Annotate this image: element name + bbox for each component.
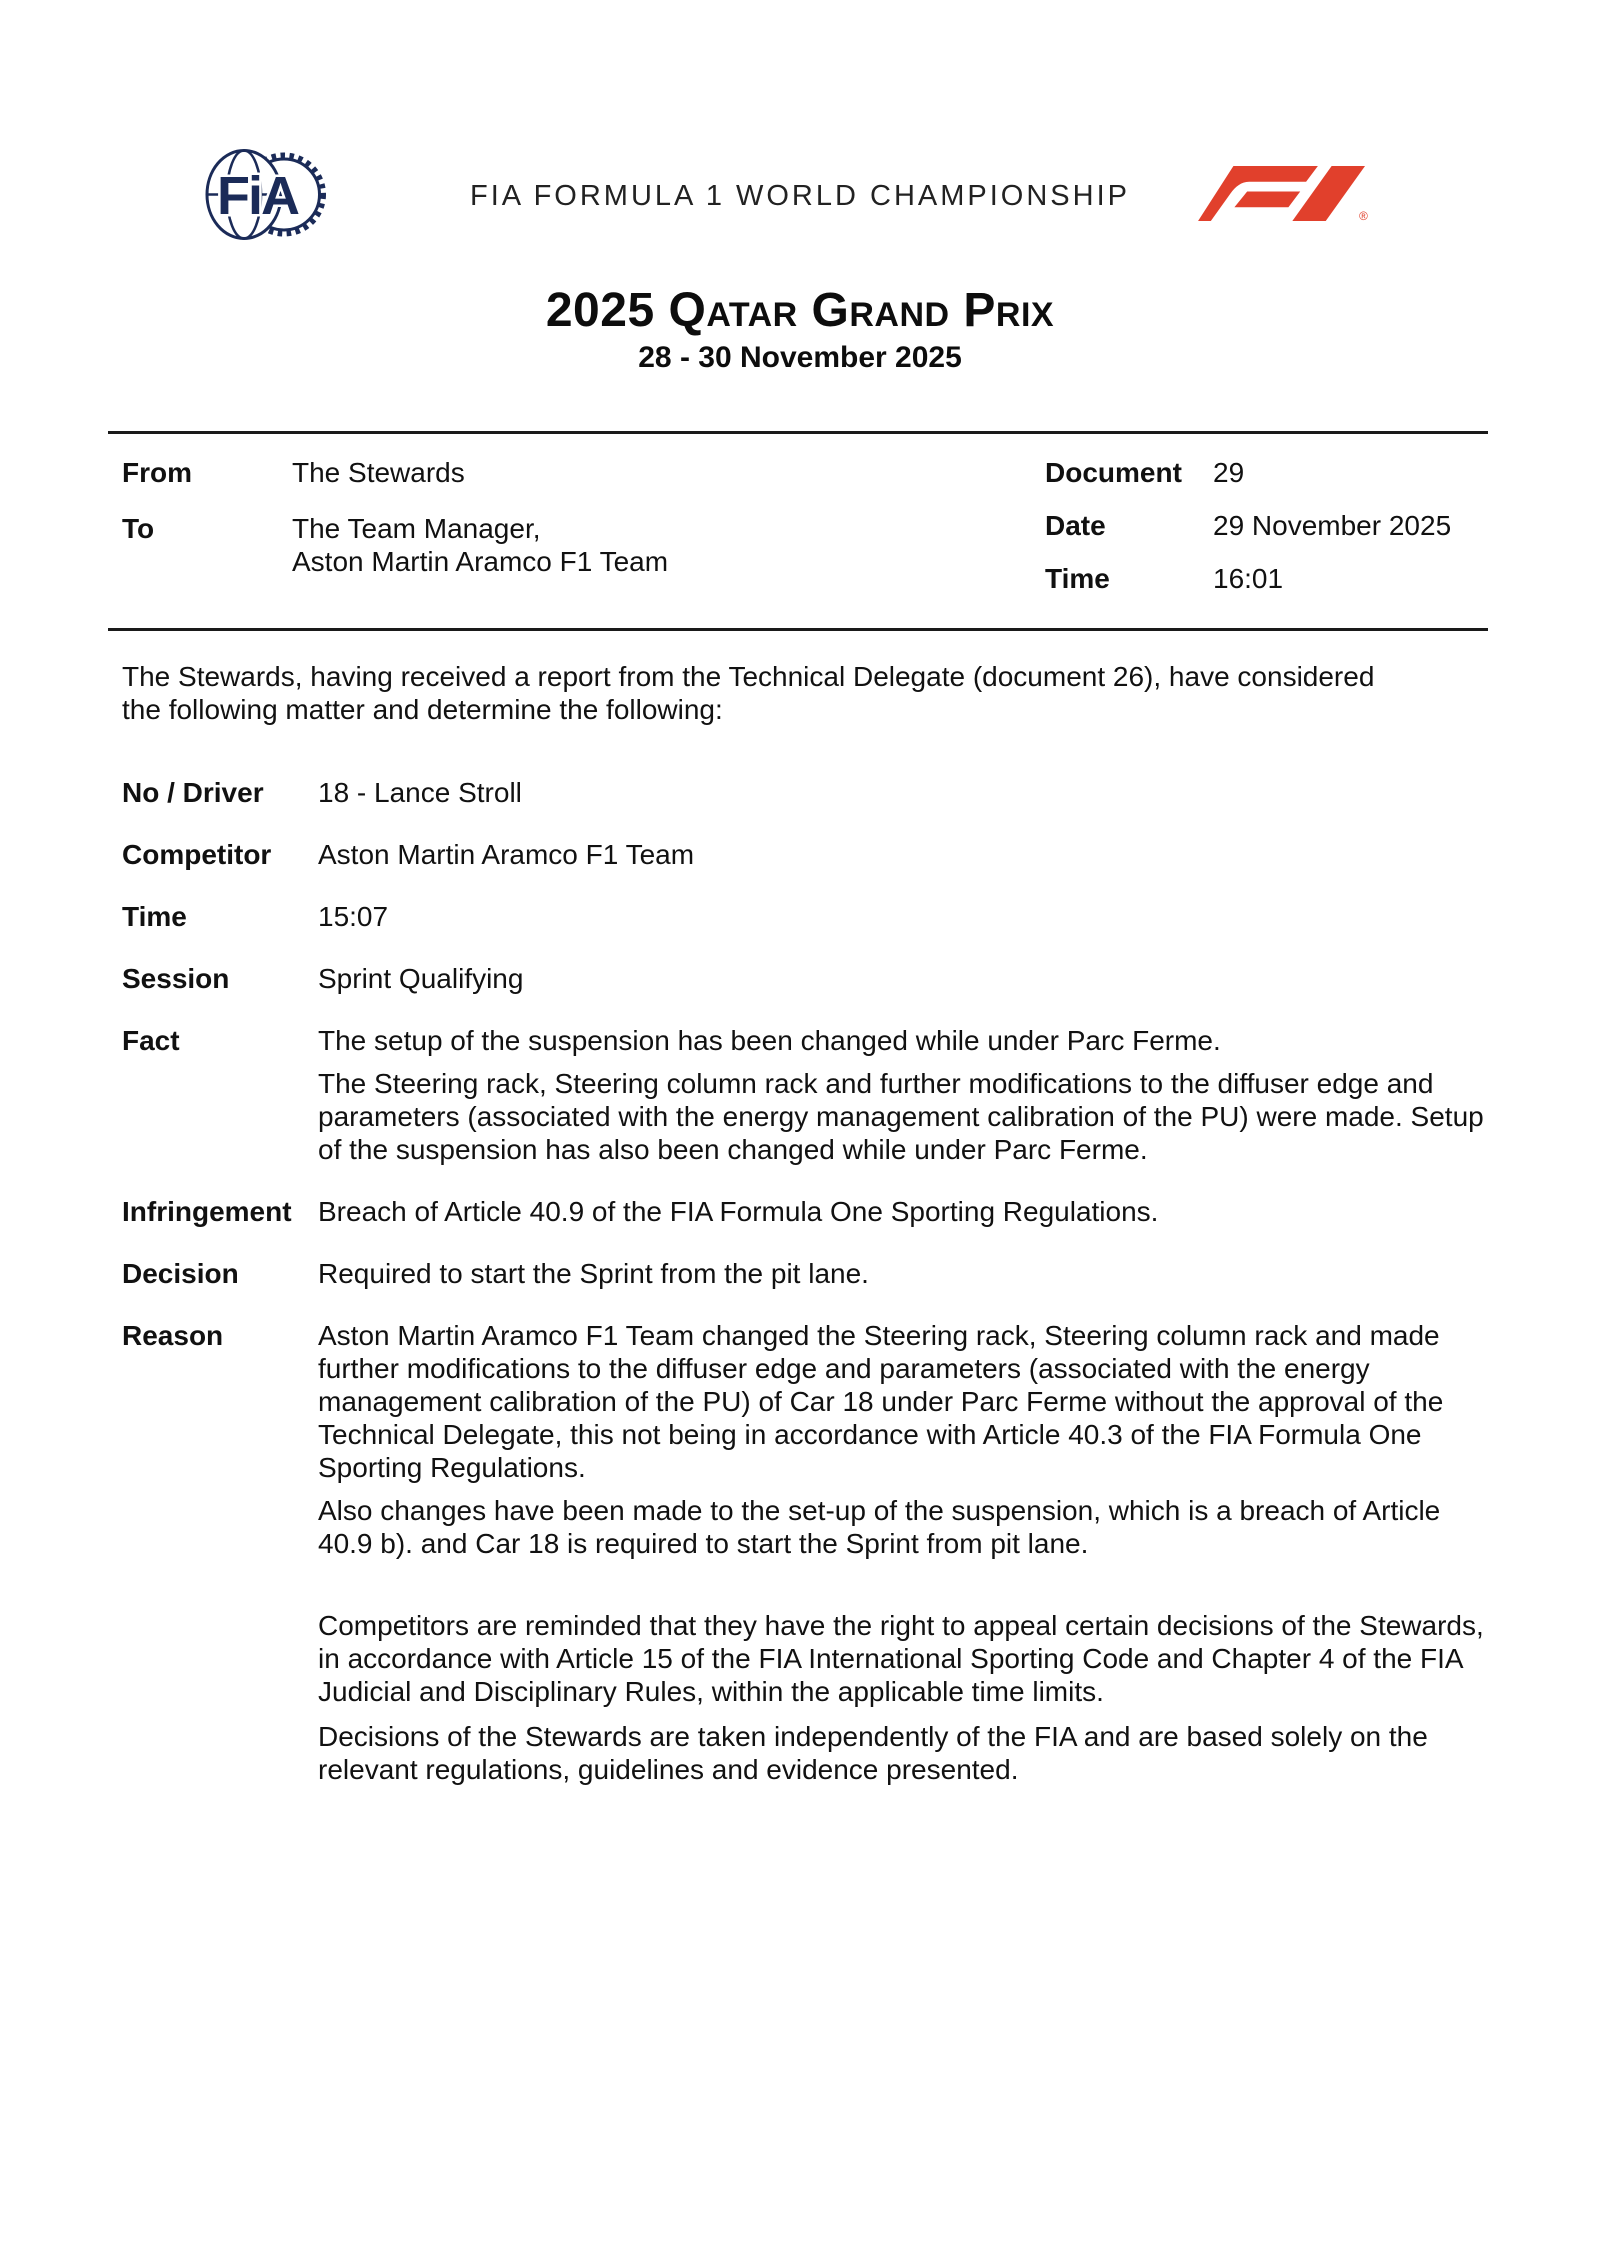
- field-value: 15:07: [318, 901, 389, 932]
- field-label: Session: [122, 963, 230, 994]
- event-dates: 28 - 30 November 2025: [638, 341, 962, 374]
- divider-top: [108, 431, 1488, 434]
- field-label: No / Driver: [122, 777, 264, 808]
- closing-paragraphs: [318, 1609, 1488, 1786]
- championship-header: FIA FORMULA 1 WORLD CHAMPIONSHIP: [470, 180, 1130, 212]
- meta-document-info: [1045, 456, 1490, 595]
- field-value: Sprint Qualifying: [318, 963, 524, 994]
- event-title: 2025 Qatar Grand Prix: [545, 284, 1055, 337]
- to-value: [292, 512, 822, 578]
- from-label: From: [122, 457, 192, 488]
- time-value: 16:01: [1213, 563, 1284, 594]
- f1-registered-mark: ®: [1359, 210, 1368, 221]
- field-value: The setup of the suspension has been changed while under Parc Ferme.: [318, 1025, 1221, 1056]
- field-value: Also changes have been made to the set-up of the suspension, which is a breach of Article 40.9 b). and Car 18 is required to start the Sprint from pit lane.: [318, 1495, 1441, 1559]
- field-value: Breach of Article 40.9 of the FIA Formula One Sporting Regulations.: [318, 1196, 1159, 1227]
- time-label: Time: [1045, 563, 1110, 594]
- meta-from-to: [122, 456, 822, 578]
- field-value: 18 - Lance Stroll: [318, 777, 522, 808]
- from-value: The Stewards: [292, 457, 465, 488]
- decision-fields: [122, 776, 1488, 1560]
- field-label: Competitor: [122, 839, 272, 870]
- date-value: 29 November 2025: [1213, 510, 1452, 541]
- field-row-fact: [122, 1024, 1488, 1166]
- field-row-decision: [122, 1257, 1488, 1290]
- field-row-competitor: [122, 838, 1488, 871]
- divider-bottom: [108, 628, 1488, 631]
- field-value: Aston Martin Aramco F1 Team changed the Steering rack, Steering column rack and made further modifications to the diffuser edge and parameters (associated with the energy management calibration of the PU) of Car 18 under Parc Ferme without the approval of the Technical Delegate, this not being in accordance with Article 40.3 of the FIA Formula One Sporting Regulations.: [318, 1320, 1444, 1483]
- to-value-line2: Aston Martin Aramco F1 Team: [292, 546, 669, 577]
- field-row-reason: [122, 1319, 1488, 1560]
- to-value-line1: The Team Manager,: [292, 513, 541, 544]
- intro-paragraph: The Stewards, having received a report from the Technical Delegate (document 26), have considered the following matter and determine the following:: [122, 661, 1375, 725]
- field-row-time: [122, 900, 1488, 933]
- field-label: Decision: [122, 1258, 239, 1289]
- independence-paragraph: Decisions of the Stewards are taken independently of the FIA and are based solely on the relevant regulations, guidelines and evidence presented.: [318, 1721, 1428, 1785]
- field-row-session: [122, 962, 1488, 995]
- appeal-rights-paragraph: Competitors are reminded that they have the right to appeal certain decisions of the Stewards, in accordance with Article 15 of the FIA International Sporting Code and Chapter 4 of the FIA Judicial and Disciplinary Rules, within the applicable time limits.: [318, 1610, 1484, 1707]
- field-value: The Steering rack, Steering column rack and further modifications to the diffuser edge and parameters (associated with the energy management calibration of the PU) were made. Setup of the suspension has also been changed while under Parc Ferme.: [318, 1068, 1484, 1165]
- field-label: Infringement: [122, 1196, 292, 1227]
- to-label: To: [122, 513, 155, 544]
- field-row-no-driver: [122, 776, 1488, 809]
- f1-logo-icon: [1198, 166, 1370, 221]
- field-value: Aston Martin Aramco F1 Team: [318, 839, 695, 870]
- date-label: Date: [1045, 510, 1106, 541]
- field-label: Fact: [122, 1025, 180, 1056]
- fia-logo-text: FiA: [217, 166, 298, 226]
- field-label: Reason: [122, 1320, 224, 1351]
- field-row-infringement: [122, 1195, 1488, 1228]
- field-value: Required to start the Sprint from the pit lane.: [318, 1258, 869, 1289]
- document-label: Document: [1045, 457, 1182, 488]
- field-label: Time: [122, 901, 187, 932]
- document-body: [122, 660, 1488, 1798]
- document-value: 29: [1213, 457, 1245, 488]
